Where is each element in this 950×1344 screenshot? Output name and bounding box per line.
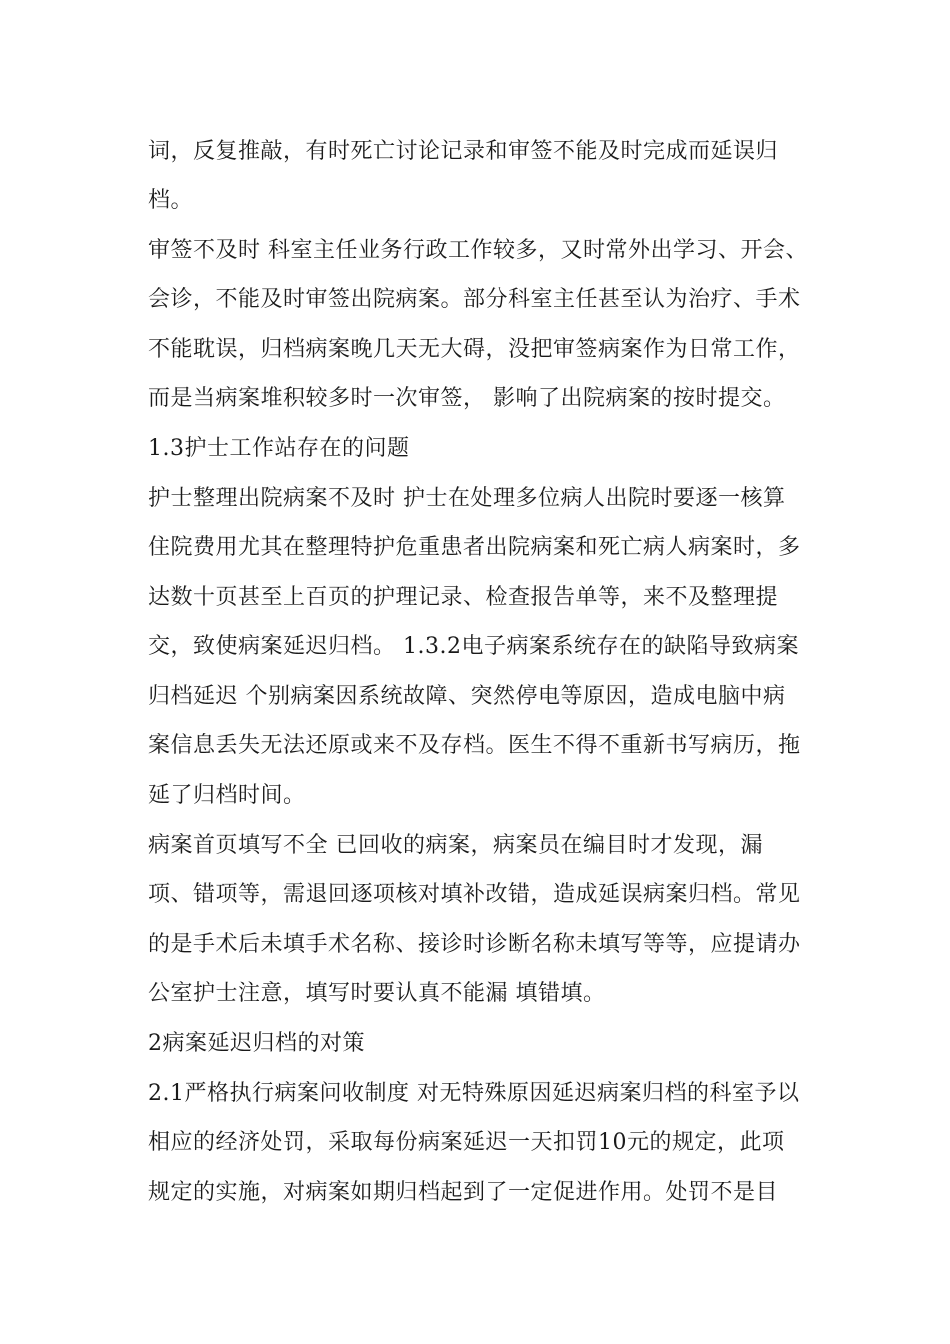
- text-line: 病案首页填写不全 已回收的病案，病案员在编目时才发现，漏: [148, 833, 763, 858]
- text-line: 项、错项等，需退回逐项核对填补改错，造成延误病案归档。常见: [148, 882, 801, 907]
- text-line: 不能耽误，归档病案晚几天无大碍，没把审签病案作为日常工作，: [148, 337, 801, 362]
- text-line: 的是手术后未填手术名称、接诊时诊断名称未填写等等，应提请办: [148, 932, 801, 957]
- text-line: 护士整理出院病案不及时 护士在处理多位病人出院时要逐一核算: [148, 486, 786, 511]
- text-line: 规定的实施，对病案如期归档起到了一定促进作用。处罚不是目: [148, 1180, 779, 1205]
- text-line: 归档延迟 个别病案因系统故障、突然停电等原因，造成电脑中病: [148, 684, 786, 709]
- text-line: 词，反复推敲，有时死亡讨论记录和审签不能及时完成而延误归: [148, 139, 779, 164]
- text-line: 公室护士注意，填写时要认真不能漏 填错填。: [148, 981, 606, 1006]
- text-line: 交，致使病案延迟归档。 1.3.2电子病案系统存在的缺陷导致病案: [148, 634, 799, 659]
- text-line: 相应的经济处罚，采取每份病案延迟一天扣罚10元的规定，此项: [148, 1130, 785, 1155]
- text-line: 而是当病案堆积较多时一次审签， 影响了出院病案的按时提交。: [148, 386, 786, 411]
- text-line: 档。: [148, 188, 194, 213]
- text-line: 2.1严格执行病案问收制度 对无特殊原因延迟病案归档的科室予以: [148, 1081, 800, 1106]
- text-line: 审签不及时 科室主任业务行政工作较多，又时常外出学习、开会、: [148, 238, 808, 263]
- text-line: 会诊，不能及时审签出院病案。部分科室主任甚至认为治疗、手术: [148, 287, 801, 312]
- section-heading: 1.3护士工作站存在的问题: [148, 436, 410, 461]
- text-line: 案信息丢失无法还原或来不及存档。医生不得不重新书写病历，拖: [148, 733, 801, 758]
- text-line: 达数十页甚至上百页的护理记录、检查报告单等，来不及整理提: [148, 585, 779, 610]
- section-heading: 2病案延迟归档的对策: [148, 1031, 365, 1056]
- text-line: 延了归档时间。: [148, 783, 306, 808]
- text-line: 住院费用尤其在整理特护危重患者出院病案和死亡病人病案时，多: [148, 535, 801, 560]
